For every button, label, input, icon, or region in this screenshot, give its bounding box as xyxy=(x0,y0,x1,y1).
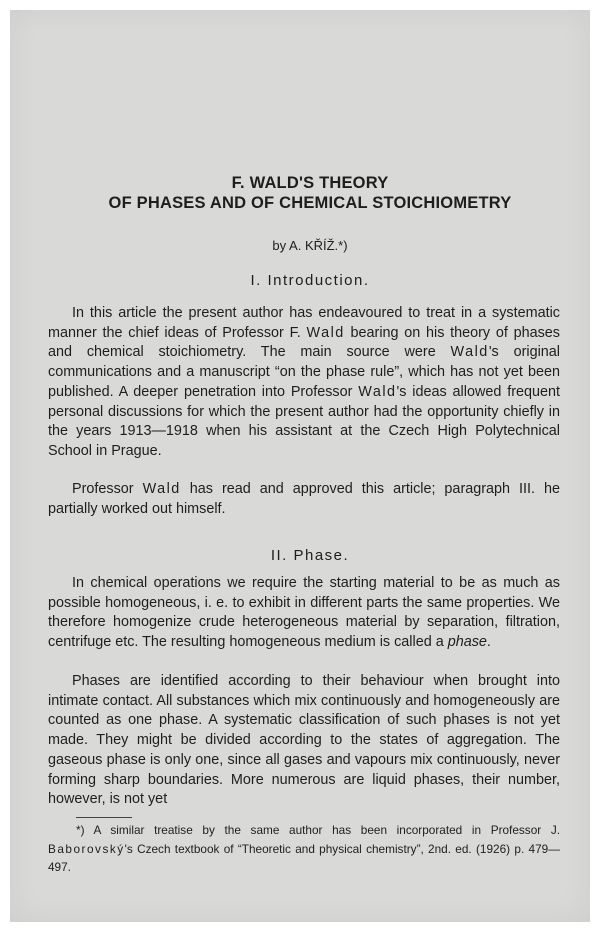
paragraph-phase-2: Phases are identified according to their behaviour when brought into intimate contact. All substances which mix continuously and homogeneously are counted as one phase. A systematic classification of such phases is not yet made. They might be divided according to the states of aggregation. The gaseous phase is only one, since all gases and vapours mix continuously, never forming sharp boundaries. More numerous are liquid phases, their number, however, is not yet xyxy=(48,673,560,808)
page xyxy=(10,10,590,922)
author-byline: by A. KŘÍŽ.*) xyxy=(272,238,348,253)
section-heading-introduction: I. Introduction. xyxy=(250,272,370,289)
footnote: *) A similar treatise by the same author has been incorporated in Professor J. Baborovský's Czech textbook of “Theoretic and physical chemistry”, 2nd. ed. (1926) p. 479—497. xyxy=(48,823,560,874)
title-line-2: OF PHASES AND OF CHEMICAL STOICHIOMETRY xyxy=(108,194,512,212)
title-line-1: F. WALD'S THEORY xyxy=(231,174,389,192)
paragraph-intro-2: Professor Wald has read and approved this article; paragraph III. he partially worked out himself. xyxy=(48,481,560,517)
emphasis-phase: phase xyxy=(447,634,487,651)
author-name: Wald xyxy=(450,344,489,361)
author-name: Wald xyxy=(358,383,397,400)
author-name: Wald xyxy=(306,324,345,341)
footnote-rule xyxy=(76,817,132,818)
section-heading-phase: II. Phase. xyxy=(270,547,350,564)
paragraph-phase-1: In chemical operations we require the starting material to be as much as possible homogeneous, i. e. to exhibit in different parts the same properties. We therefore homogenize crude heterogeneous material by separation, filtration, centrifuge etc. The resulting homogeneous medium is called a phase. xyxy=(48,575,560,651)
paragraph-intro-1: In this article the present author has endeavoured to treat in a systematic manner the chief ideas of Professor F. Wald bearing on his theory of phases and chemical stoichiometry. The main source were Wald's original communications and a manuscript “on the phase rule”, which has not yet been published. A deeper penetration into Professor Wald's ideas allowed frequent personal discussions for which the present author had the opportunity chiefly in the years 1913—1918 when his assistant at the Czech High Polytechnical School in Prague. xyxy=(48,305,561,459)
author-name: Wald xyxy=(142,481,181,497)
author-name: Baborovský xyxy=(48,841,125,856)
